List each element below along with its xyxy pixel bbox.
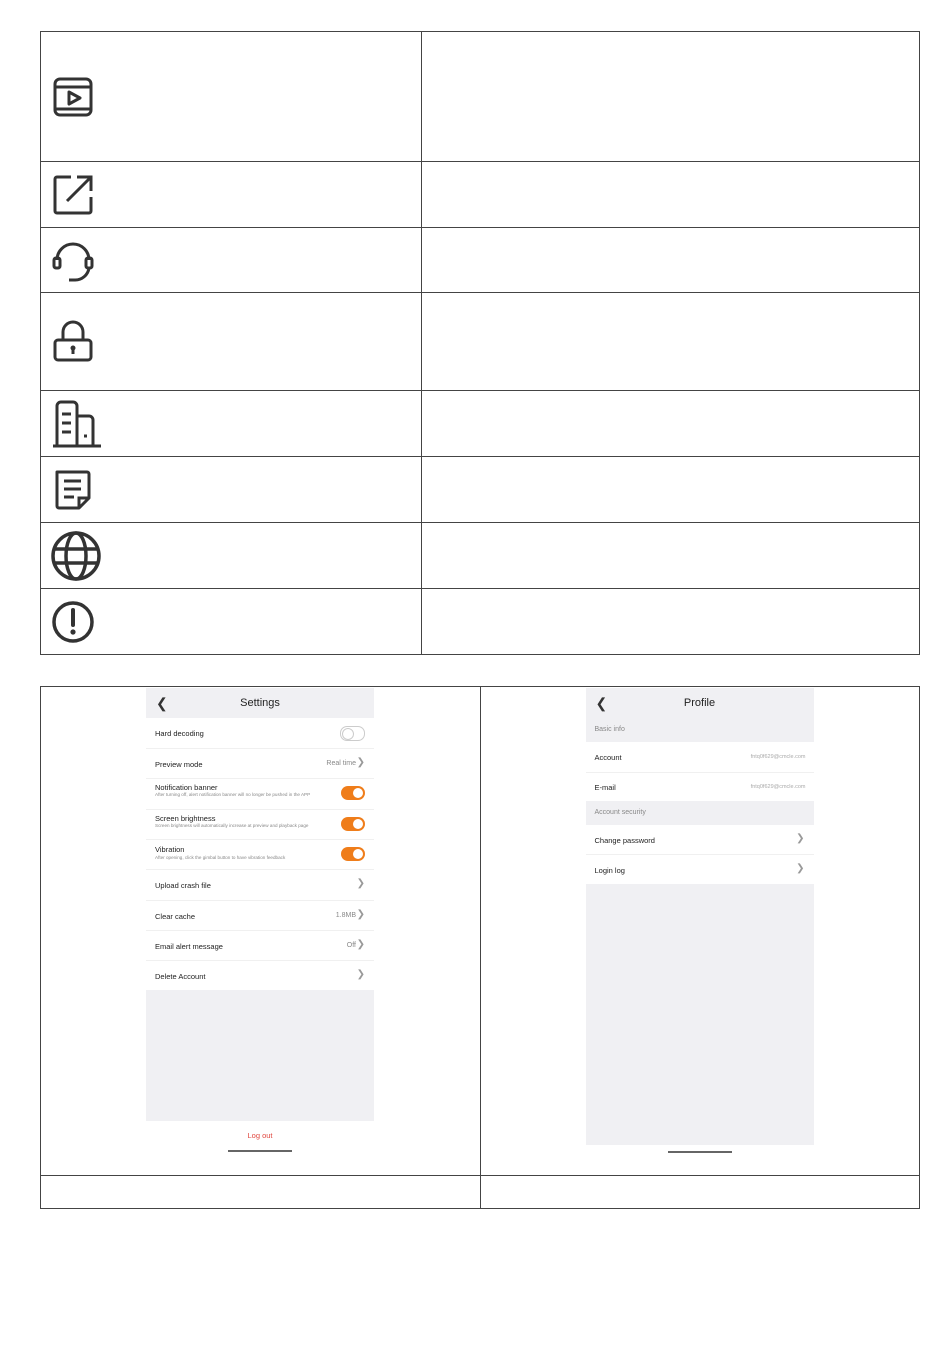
page-title: Profile: [683, 697, 716, 709]
section-account-security: Account security: [586, 801, 814, 825]
icon-row: [41, 589, 920, 655]
chevron-right-icon: ❯: [796, 833, 805, 844]
building-icon: [49, 396, 105, 452]
screen-brightness-toggle[interactable]: [341, 817, 365, 831]
share-icon: [49, 171, 97, 219]
vibration-toggle[interactable]: [341, 847, 365, 861]
settings-screen: [146, 688, 374, 1152]
clear-cache-row[interactable]: Clear cache 1.8MB ❯: [146, 901, 374, 931]
chevron-right-icon: ❯: [356, 939, 365, 950]
home-indicator: [228, 1150, 292, 1152]
screen-brightness-row: Screen brightness Screen brightness will automatically increase at preview and playback page: [146, 810, 374, 840]
icon-row: [41, 523, 920, 589]
icon-row: [41, 293, 920, 391]
video-icon: [49, 73, 97, 121]
icon-table: [40, 31, 920, 655]
home-indicator: [668, 1151, 732, 1153]
notification-banner-row: Notification banner After turning off, alert notification banner will no longer be pushed in the APP: [146, 779, 374, 810]
chevron-right-icon: ❯: [796, 863, 805, 874]
chevron-right-icon: ❯: [356, 969, 365, 980]
icon-row: [41, 162, 920, 228]
settings-screenshot-cell: [41, 687, 481, 1176]
profile-screen: [586, 688, 814, 1153]
icon-row: [41, 391, 920, 457]
back-icon[interactable]: ❮: [156, 695, 168, 711]
screenshot-table: [40, 686, 920, 1209]
settings-header: [146, 688, 374, 718]
chevron-right-icon: ❯: [356, 757, 365, 768]
alert-icon: [49, 598, 97, 646]
delete-account-row[interactable]: Delete Account ❯: [155, 969, 365, 981]
profile-screenshot-cell: [480, 687, 920, 1176]
logout-button[interactable]: Log out: [247, 1131, 273, 1140]
globe-icon: [49, 529, 103, 583]
upload-crash-row[interactable]: Upload crash file ❯: [146, 870, 374, 901]
page-title: Settings: [240, 697, 280, 709]
account-row: Account fntq0f629@cmcle.com: [586, 742, 814, 773]
headset-icon: [49, 236, 97, 284]
back-icon[interactable]: ❮: [595, 695, 608, 711]
email-row: E-mail fntq0f629@cmcle.com: [594, 783, 806, 792]
icon-row: [41, 228, 920, 293]
email-alert-row[interactable]: Email alert message Off ❯: [146, 931, 374, 961]
profile-header: [586, 688, 814, 718]
preview-mode-row[interactable]: Preview mode Real time ❯: [146, 749, 374, 779]
notification-banner-toggle[interactable]: [341, 786, 365, 800]
hard-decoding-toggle[interactable]: [340, 726, 365, 741]
change-password-row[interactable]: Change password ❯: [586, 825, 814, 855]
empty-area: [146, 990, 374, 1121]
icon-row: [41, 32, 920, 162]
chevron-right-icon: ❯: [356, 909, 365, 920]
chevron-right-icon: ❯: [356, 878, 365, 889]
login-log-row[interactable]: Login log ❯: [594, 863, 805, 875]
empty-area: [586, 884, 814, 1145]
vibration-row: Vibration After opening, click the gimbal button to have vibration feedback: [146, 840, 374, 870]
section-basic-info: Basic info: [586, 718, 814, 742]
hard-decoding-row[interactable]: Hard decoding: [146, 718, 374, 749]
icon-row: [41, 457, 920, 523]
lock-icon: [49, 318, 97, 366]
document-icon: [49, 466, 97, 514]
